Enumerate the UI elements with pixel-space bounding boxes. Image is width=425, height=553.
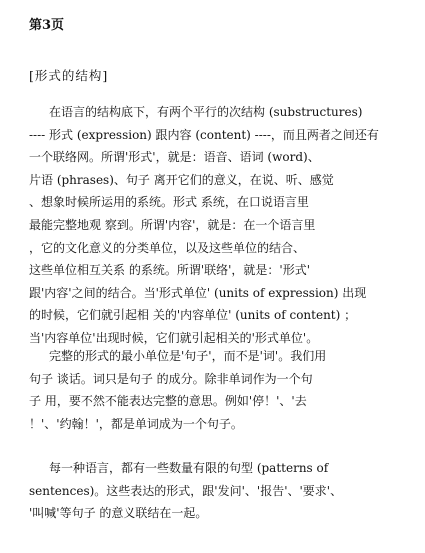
paragraph-line: 片语 (phrases)、句子 离开它们的意义，在说、听、感觉	[29, 172, 334, 187]
section-heading: [形式的结构]	[29, 68, 109, 83]
paragraph-line: ，它的文化意义的分类单位，以及这些单位的结合、	[29, 240, 306, 255]
paragraph-line: 的时候，它们就引起相 关的'内容单位' (units of content) ；	[29, 308, 357, 323]
paragraph-3	[29, 457, 401, 525]
paragraph-2	[29, 345, 401, 435]
paragraph-line: '叫喊'等句子 的意义联结在一起。	[29, 506, 208, 521]
paragraph-1	[29, 101, 401, 350]
paragraph-line: 当'内容单位'出现时候，它们就引起相关的'形式单位'。	[29, 330, 319, 345]
paragraph-line: 子 用，要不然不能表达完整的意思。例如'停！'、'去	[29, 394, 307, 409]
paragraph-line: 一个联络网。所谓'形式'，就是：语音、语词 (word)、	[29, 150, 320, 165]
paragraph-line: 在语言的结构底下，有两个平行的次结构 (substructures)	[49, 105, 363, 119]
paragraph-line: 完整的形式的最小单位是'句子'，而不是'词'。我们用	[49, 349, 327, 363]
paragraph-line: 每一种语言，都有一些数量有限的句型 (patterns of	[49, 461, 329, 475]
paragraph-line: 跟'内容'之间的结合。当'形式单位' (units of expression) 出现	[29, 285, 367, 300]
paragraph-line: sentences)。这些表达的形式，跟'发问'、'报告'、'要求'、	[29, 483, 343, 498]
paragraph-line: 句子 谈话。词只是句子 的成分。除非单词作为一个句	[29, 371, 313, 386]
paragraph-line: ！'、'约翰！'，都是单词成为一个句子。	[29, 416, 243, 431]
paragraph-line: ---- 形式 (expression) 跟内容 (content) ----，而且两者之间还有	[29, 127, 379, 142]
paragraph-line: 最能完整地观 察到。所谓'内容'，就是：在一个语言里	[29, 217, 316, 232]
page-number: 第3页	[29, 18, 65, 33]
paragraph-line: 这些单位相互关系 的系统。所谓'联络'，就是：'形式'	[29, 263, 311, 278]
paragraph-line: 、想象时候所运用的系统。形式 系统，在口说语言里	[29, 195, 309, 210]
